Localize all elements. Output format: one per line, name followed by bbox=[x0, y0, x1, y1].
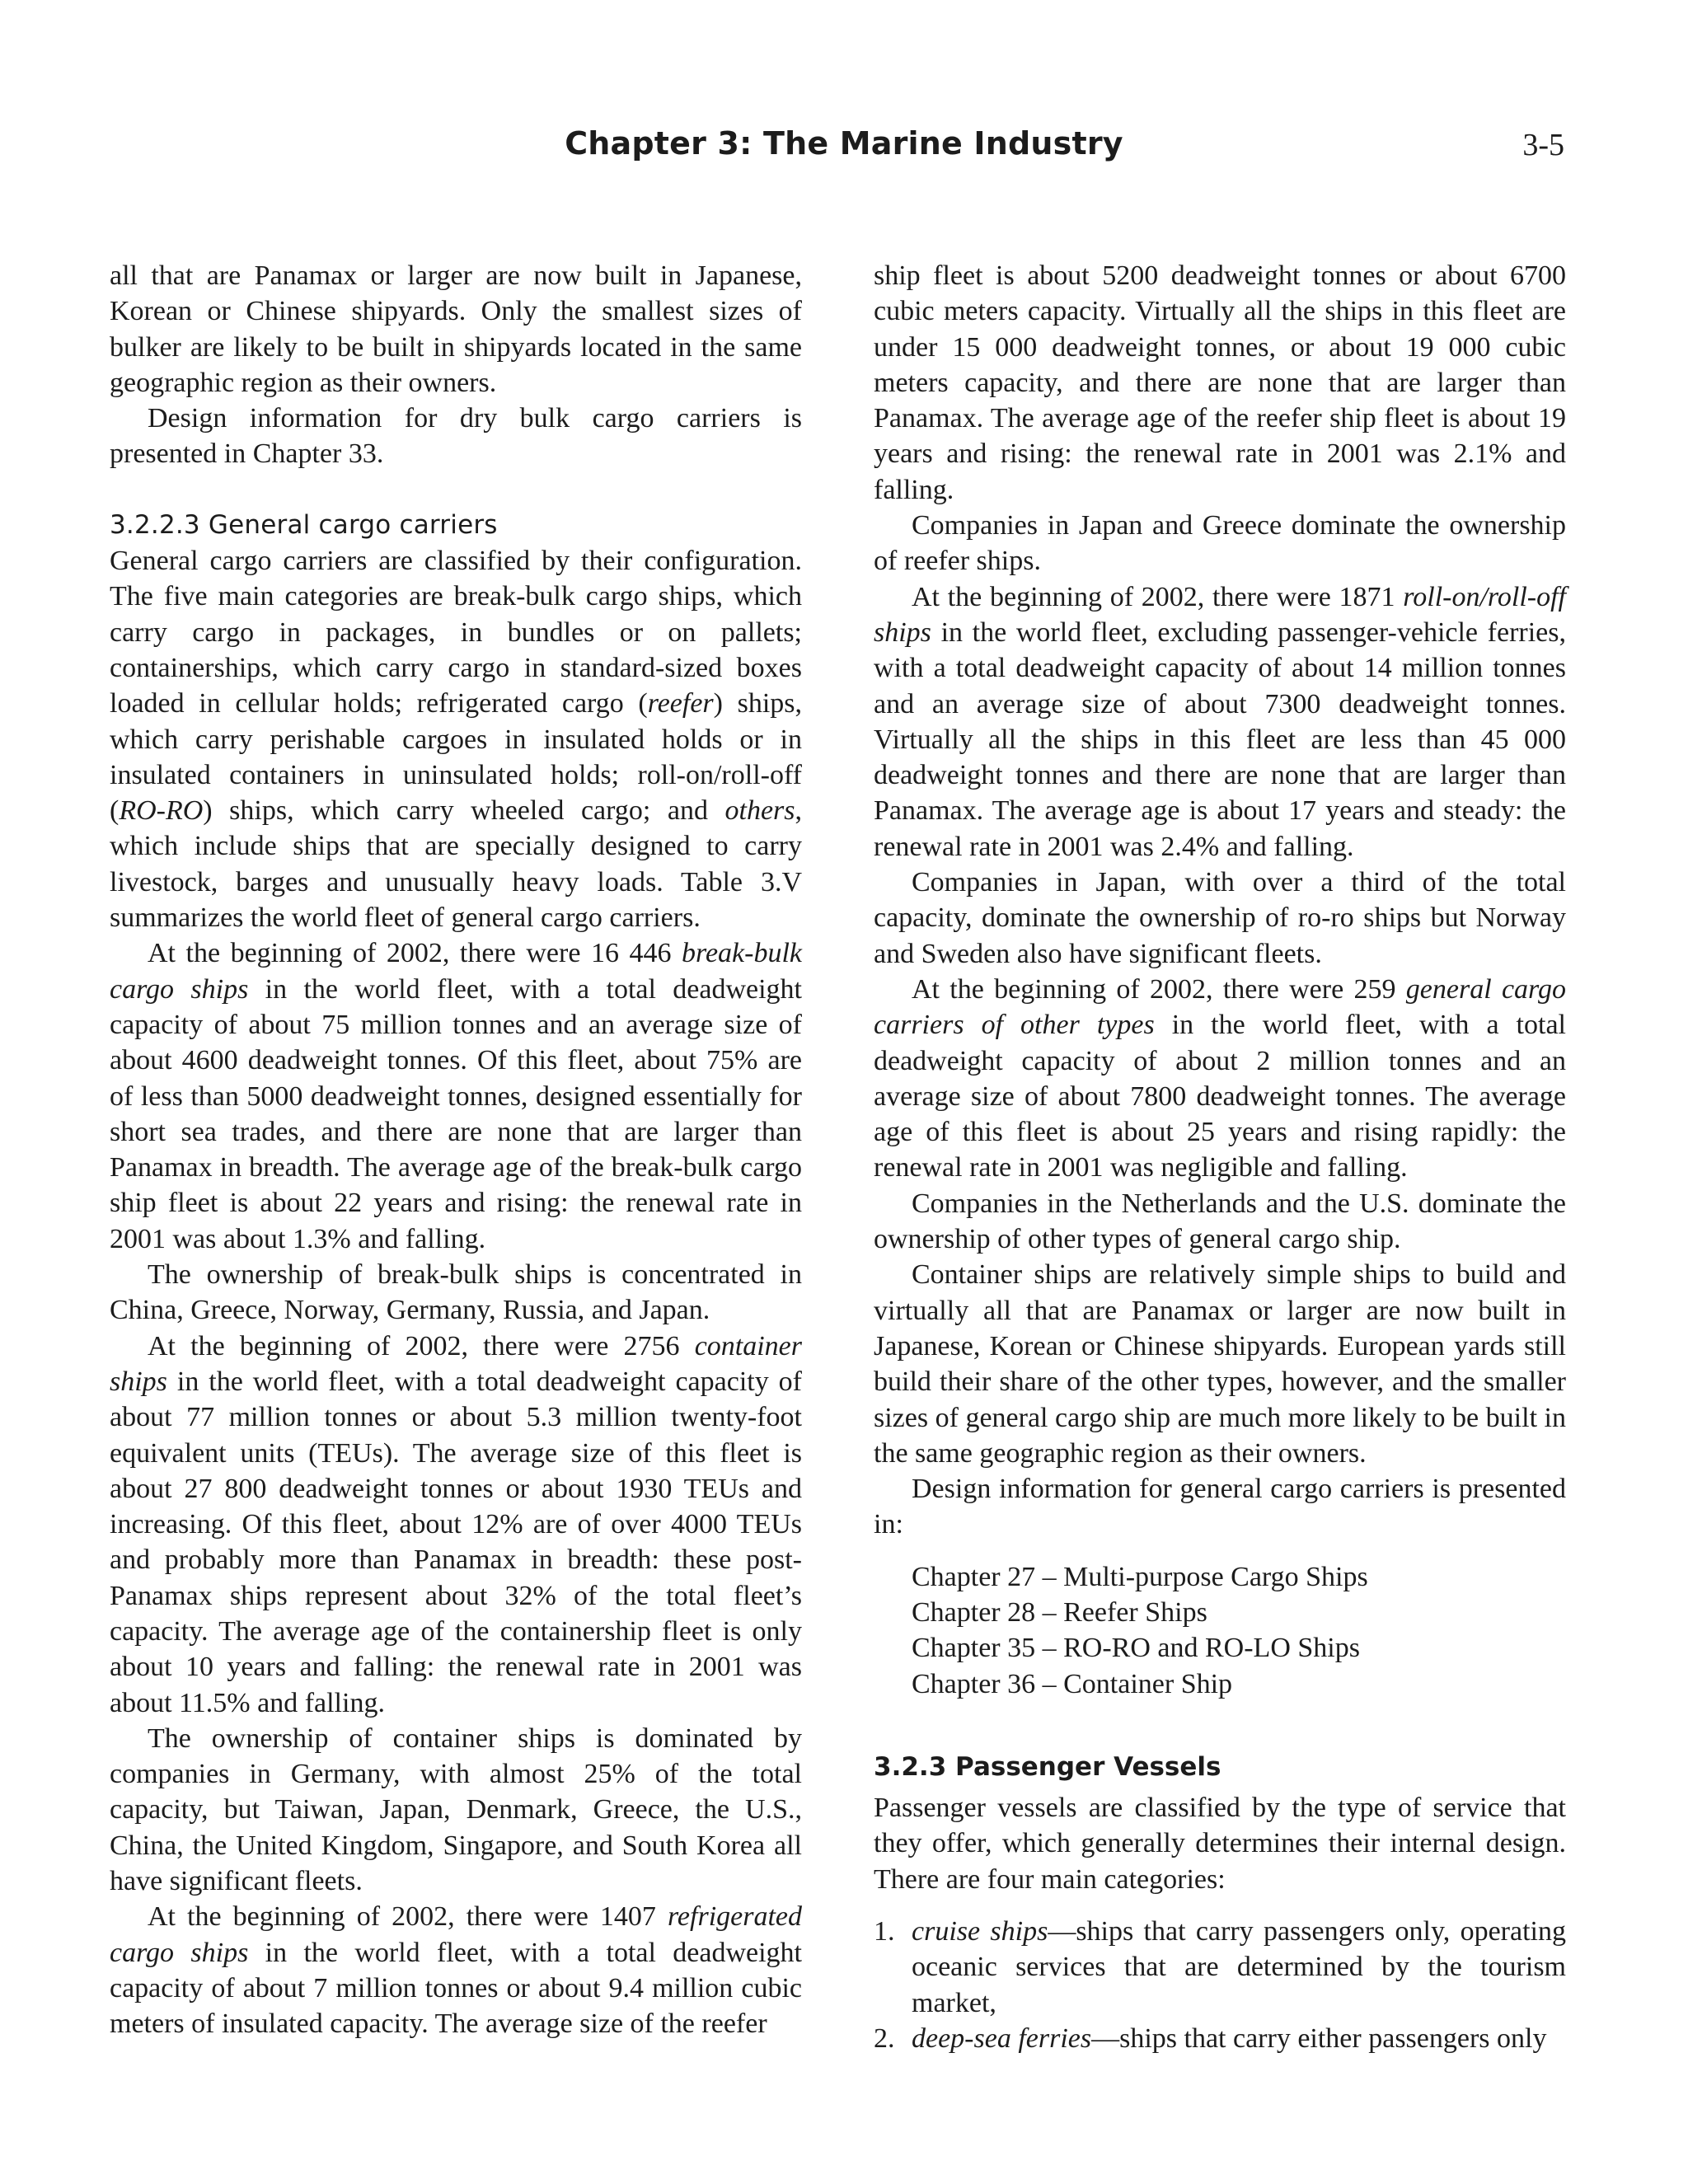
paragraph: At the beginning of 2002, there were 2756 container ships in the world fleet, with a total deadweight capacity of about 77 million tonnes or about 5.3 million twenty-foot equivalent units (TEUs). The average size of this fleet is about 27 800 deadweight tonnes or about 1930 TEUs and increasing. Of this fleet, about 12% are of over 4000 TEUs and probably more than Panamax in breadth: these post-Panamax ships represent about 32% of the total fleet’s capacity. The average age of the containership fleet is only about 10 years and falling: the renewal rate in 2001 was about 11.5% and falling. bbox=[110, 1330, 802, 1718]
list-item: 2. deep-sea ferries—ships that carry either passengers only bbox=[874, 2022, 1547, 2054]
chapter-title: Chapter 3: The Marine Industry bbox=[565, 125, 1123, 162]
paragraph: Passenger vessels are classified by the type of service that they offer, which generally determines their internal design. There are four main categories: bbox=[874, 1793, 1566, 1895]
list-item: Chapter 36 – Container Ship bbox=[912, 1668, 1233, 1699]
paragraph: General cargo carriers are classified by their configuration. The five main categories are break-bulk cargo ships, which carry cargo in packages, in bundles or on pallets; containerships, which carry cargo in standard-sized boxes loaded in cellular holds; refrigerated cargo (reefer) ships, which carry perishable cargoes in insulated holds or in insulated containers in uninsulated holds; roll-on/roll-off (RO-RO) ships, which carry wheeled cargo; and others, which include ships that are specially designed to carry livestock, barges and unusually heavy loads. Table 3.V summarizes the world fleet of general cargo carriers. bbox=[110, 546, 803, 934]
list-item: Chapter 28 – Reefer Ships bbox=[912, 1596, 1207, 1628]
paragraph: Design information for dry bulk cargo carriers is presented in Chapter 33. bbox=[110, 403, 802, 470]
paragraph: Container ships are relatively simple ships to build and virtually all that are Panamax or larger are now built in Japanese, Korean or Chinese shipyards. European yards still build their share of the other types, however, and the smaller sizes of general cargo ship are much more likely to be built in the same geographic region as their owners. bbox=[874, 1259, 1566, 1469]
paragraph: Companies in Japan, with over a third of the total capacity, dominate the ownership of ro-ro ships but Norway and Sweden also have significant fleets. bbox=[874, 867, 1566, 969]
subsection-heading: 3.2.2.3 General cargo carriers bbox=[110, 509, 498, 540]
paragraph: all that are Panamax or larger are now built in Japanese, Korean or Chinese shipyards. Only the smallest sizes of bulker are likely to be built in shipyards located in the same geographic region as their owners. bbox=[110, 260, 802, 398]
right-column bbox=[874, 258, 1566, 2056]
list-item: Chapter 35 – RO-RO and RO-LO Ships bbox=[912, 1633, 1360, 1664]
paragraph: At the beginning of 2002, there were 1407 refrigerated cargo ships in the world fleet, with a total deadweight capacity of about 7 million tonnes or about 9.4 million cubic meters of insulated capacity. The average size of the reefer bbox=[110, 1901, 802, 2040]
section-heading: 3.2.3 Passenger Vessels bbox=[874, 1751, 1221, 1782]
page-number: 3-5 bbox=[1522, 128, 1564, 162]
paragraph: At the beginning of 2002, there were 16 446 break-bulk cargo ships in the world fleet, with a total deadweight capacity of about 75 million tonnes and an average size of about 4600 deadweight tonnes. Of this fleet, about 75% are of less than 5000 deadweight tonnes, designed essentially for short sea trades, and there are none that are larger than Panamax in breadth. The average age of the break-bulk cargo ship fleet is about 22 years and rising: the renewal rate in 2001 was about 1.3% and falling. bbox=[110, 938, 802, 1254]
chapter-list bbox=[874, 1543, 1566, 1702]
list-item: 1. cruise ships—ships that carry passengers only, operating oceanic services that are determined by the tourism market, bbox=[874, 1916, 1566, 2018]
paragraph: The ownership of container ships is dominated by companies in Germany, with almost 25% of the total capacity, but Taiwan, Japan, Denmark, Greece, the U.S., China, the United Kingdom, Singapore, and South Korea all have significant fleets. bbox=[110, 1722, 802, 1897]
left-column bbox=[110, 258, 802, 2042]
paragraph: At the beginning of 2002, there were 1871 roll-on/roll-off ships in the world fleet, excluding passenger-vehicle ferries, with a total deadweight capacity of about 14 million tonnes and an average size of about 7300 deadweight tonnes. Virtually all the ships in this fleet are less than 45 000 deadweight tonnes and there are none that are larger than Panamax. The average age is about 17 years and steady: the renewal rate in 2001 was 2.4% and falling. bbox=[874, 581, 1566, 862]
paragraph: Companies in Japan and Greece dominate the ownership of reefer ships. bbox=[874, 510, 1566, 577]
numbered-list bbox=[874, 1897, 1566, 2056]
paragraph: Companies in the Netherlands and the U.S. dominate the ownership of other types of general cargo ship. bbox=[874, 1188, 1566, 1255]
paragraph: At the beginning of 2002, there were 259 general cargo carriers of other types in the world fleet, with a total deadweight capacity of about 2 million tonnes and an average size of about 7800 deadweight tonnes. The average age of this fleet is about 25 years and rising rapidly: the renewal rate in 2001 was negligible and falling. bbox=[874, 973, 1567, 1183]
paragraph: ship fleet is about 5200 deadweight tonnes or about 6700 cubic meters capacity. Virtually all the ships in this fleet are under 15 000 deadweight tonnes, or about 19 000 cubic meters capacity, and there are none that are larger than Panamax. The average age of the reefer ship fleet is about 19 years and rising: the renewal rate in 2001 was 2.1% and falling. bbox=[874, 260, 1566, 505]
paragraph: Design information for general cargo carriers is presented in: bbox=[874, 1474, 1566, 1540]
list-item: Chapter 27 – Multi-purpose Cargo Ships bbox=[912, 1561, 1368, 1592]
paragraph: The ownership of break-bulk ships is concentrated in China, Greece, Norway, Germany, Russia, and Japan. bbox=[110, 1259, 802, 1326]
